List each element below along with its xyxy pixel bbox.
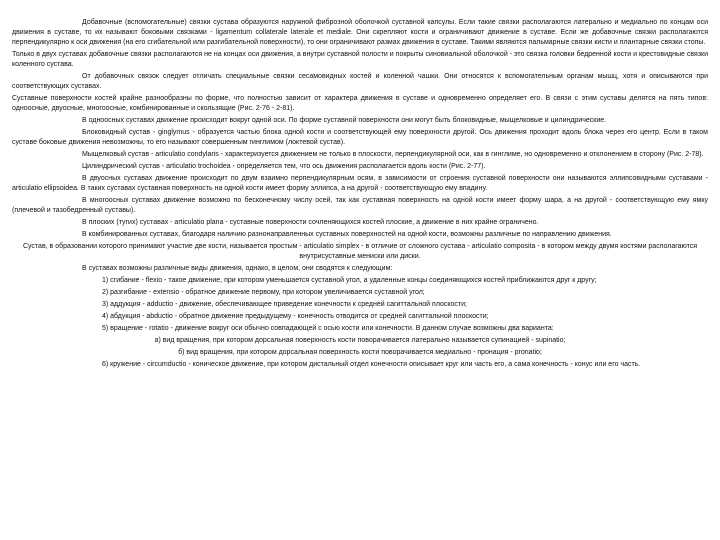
movement-5: 5) вращение - rotatio - движение вокруг оси обычно совпадающей с осью кости или конечности. В данном случае возможны два варианта: (102, 325, 554, 332)
paragraph-5: В одноосных суставах движение происходит вокруг одной оси. По форме суставной поверхности они могут быть блоковидные, мыщелковые и цилиндрические. (82, 117, 607, 124)
paragraph-12: В комбинированных суставах, благодаря наличию разнонаправленных суставных поверхностей на одной кости, возможны различные по направлению движения. (82, 231, 612, 238)
paragraph-10: В многоосных суставах движение возможно по бесконечному числу осей, так как суставная поверхность на одной кости имеет форму шара, а на другой - соответствующую ему ямку (плечевой и тазобедренный суставы). (12, 197, 708, 214)
movement-1: 1) сгибание - flexio - такое движение, при котором уменьшается суставной угол, а удаленные концы соединяющихся костей приближаются друг к другу; (102, 277, 597, 284)
paragraph-1: Добавочные (вспомогательные) связки сустава образуются наружной фиброзной оболочкой суставной капсулы. Если такие связки располагаются латерально и медиально по концам оси движения в суставе, то их называют боковыми связками - ligamentum collaterale laterale et mediale. Они скрепляют кости и ограничивают движение в суставе. Если же добавочные связки располагаются перпендикулярно к оси движения (на его сгибательной или разгибательной поверхности), то они ограничивают размах движения в суставе. Такими являются пальмарные связки кисти и плантарные связки стопы. (12, 19, 708, 46)
paragraph-6: Блоковидный сустав - ginglymus - образуется частью блока одной кости и соответствующей ему поверхности другой. Ось движения проходит вдоль блока через его центр. Если в таком суставе боковые движения невозможны, то его называют совершенным гинглимом (локтевой сустав). (12, 129, 708, 146)
movement-4: 4) абдукция - abductio - обратное движение предыдущему - конечность отводится от средней сагиттальной плоскости; (102, 313, 489, 320)
rotation-variant-b: б) вид вращения, при котором дорсальная поверхность кости поворачивается медиально - пронация - pronatio; (178, 349, 542, 356)
paragraph-2: Только в двух суставах добавочные связки располагаются не на концах оси движения, а внутри суставной полости и покрыты синовиальной оболочкой - это связка головки бедренной кости и крестовидные связки коленного сустава. (12, 51, 708, 68)
paragraph-11: В плоских (тугих) суставах - articulatio plana - суставные поверхности сочленяющихся костей плоские, а движение в них крайне ограничено. (82, 219, 539, 226)
paragraph-8: Цилиндрический сустав - articulatio trochoidea - определяется тем, что ось движения располагается вдоль кости (Рис. 2-77). (82, 163, 486, 170)
paragraph-13: Сустав, в образовании которого принимают участие две кости, называется простым - articulatio simplex - в отличие от сложного сустава - articulatio composita - в котором между двумя костями располагаются внутрисуставные мениски или диски. (22, 243, 698, 260)
paragraph-9: В двуосных суставах движение происходит по двум взаимно перпендикулярным осям, в зависимости от строения суставной поверхности они называются эллипсовидными суставами - articulatio ellipsoidea. В таких суставах суставная поверхность на одной кости имеет форму эллипса, а на другой - соответствующую ему впадину. (12, 175, 708, 192)
paragraph-3: От добавочных связок следует отличать специальные связки сесамовидных костей и коленной чашки. Они относятся к вспомогательным органам мышц, хотя и описываются при соответствующих суставах. (12, 73, 708, 90)
movement-2: 2) разгибание - extensio - обратное движение первому, при котором увеличивается суставной угол; (102, 289, 425, 296)
paragraph-14: В суставах возможны различные виды движения, однако, в целом, они сводятся к следующим: (82, 265, 393, 272)
paragraph-4: Суставные поверхности костей крайне разнообразны по форме, что полностью зависит от характера движения в суставе и одновременно определяет его. В связи с этим суставы делятся на пять типов: одноосные, двуосные, многоосные, комбинированные и скользящие (Рис. 2-76 - 2-81). (12, 95, 708, 112)
movement-6: 6) кружение - circumductio - коническое движение, при котором дистальный отдел конечности описывает круг или часть его, а сама конечность - конус или его часть. (102, 361, 641, 368)
rotation-variant-a: а) вид вращения, при котором дорсальная поверхность кости поворачивается латерально называется супинацией - supinatio; (154, 337, 566, 344)
movement-3: 3) аддукция - adductio - движение, обеспечивающее приведение конечности к средней сагиттальной плоскости; (102, 301, 467, 308)
paragraph-7: Мыщелковый сустав - articulatio condylaris - характеризуется движением не только в плоскости, перпендикулярной оси, как в гинглиме, но одновременно и отклонением в сторону (Рис. 2-78). (82, 151, 704, 158)
